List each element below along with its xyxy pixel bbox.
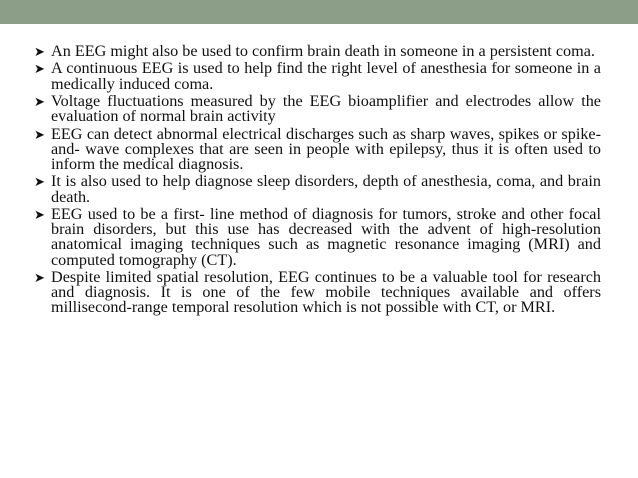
bullet-text: An EEG might also be used to confirm brain death in someone in a persistent coma. bbox=[51, 42, 595, 60]
bullet-text: Despite limited spatial resolution, EEG continues to be a valuable tool for research and diagnosis. It is one of the few mobile techniques available and offers millisecond-range temporal resolution which is not possible with CT, or MRI. bbox=[51, 267, 601, 317]
bullet-item bbox=[34, 267, 601, 317]
bullet-list bbox=[34, 44, 601, 318]
slide-header-bar bbox=[0, 0, 638, 24]
bullet-item bbox=[34, 61, 601, 91]
bullet-item bbox=[34, 44, 601, 59]
bullet-item bbox=[34, 124, 601, 173]
arrowhead-bullet-icon: ➤ bbox=[34, 126, 45, 142]
bullet-text: EEG can detect abnormal electrical discharges such as sharp waves, spikes or spike-and- wave complexes that are seen in people with epilepsy, thus it is often used to inform the medical diagnosis. bbox=[51, 124, 601, 173]
arrowhead-bullet-icon: ➤ bbox=[34, 44, 45, 59]
bullet-item bbox=[34, 91, 601, 126]
bullet-text: EEG used to be a first- line method of diagnosis for tumors, stroke and other focal brain disorders, but this use has decreased with the advent of high-resolution anatomical imaging techniques such as magnetic resonance imaging (MRI) and computed tomography (CT). bbox=[51, 204, 601, 269]
bullet-item bbox=[34, 174, 601, 204]
arrowhead-bullet-icon: ➤ bbox=[34, 174, 45, 190]
bullet-text: It is also used to help diagnose sleep disorders, depth of anesthesia, coma, and brain death. bbox=[51, 172, 601, 206]
bullet-item bbox=[34, 204, 601, 269]
bullet-text: A continuous EEG is used to help find the right level of anesthesia for someone in a medically induced coma. bbox=[51, 59, 601, 93]
bullet-text: Voltage fluctuations measured by the EEG bioamplifier and electrodes allow the evaluation of normal brain activity bbox=[51, 91, 601, 126]
arrowhead-bullet-icon: ➤ bbox=[34, 61, 45, 77]
arrowhead-bullet-icon: ➤ bbox=[34, 269, 45, 285]
arrowhead-bullet-icon: ➤ bbox=[34, 93, 45, 109]
arrowhead-bullet-icon: ➤ bbox=[34, 206, 45, 222]
